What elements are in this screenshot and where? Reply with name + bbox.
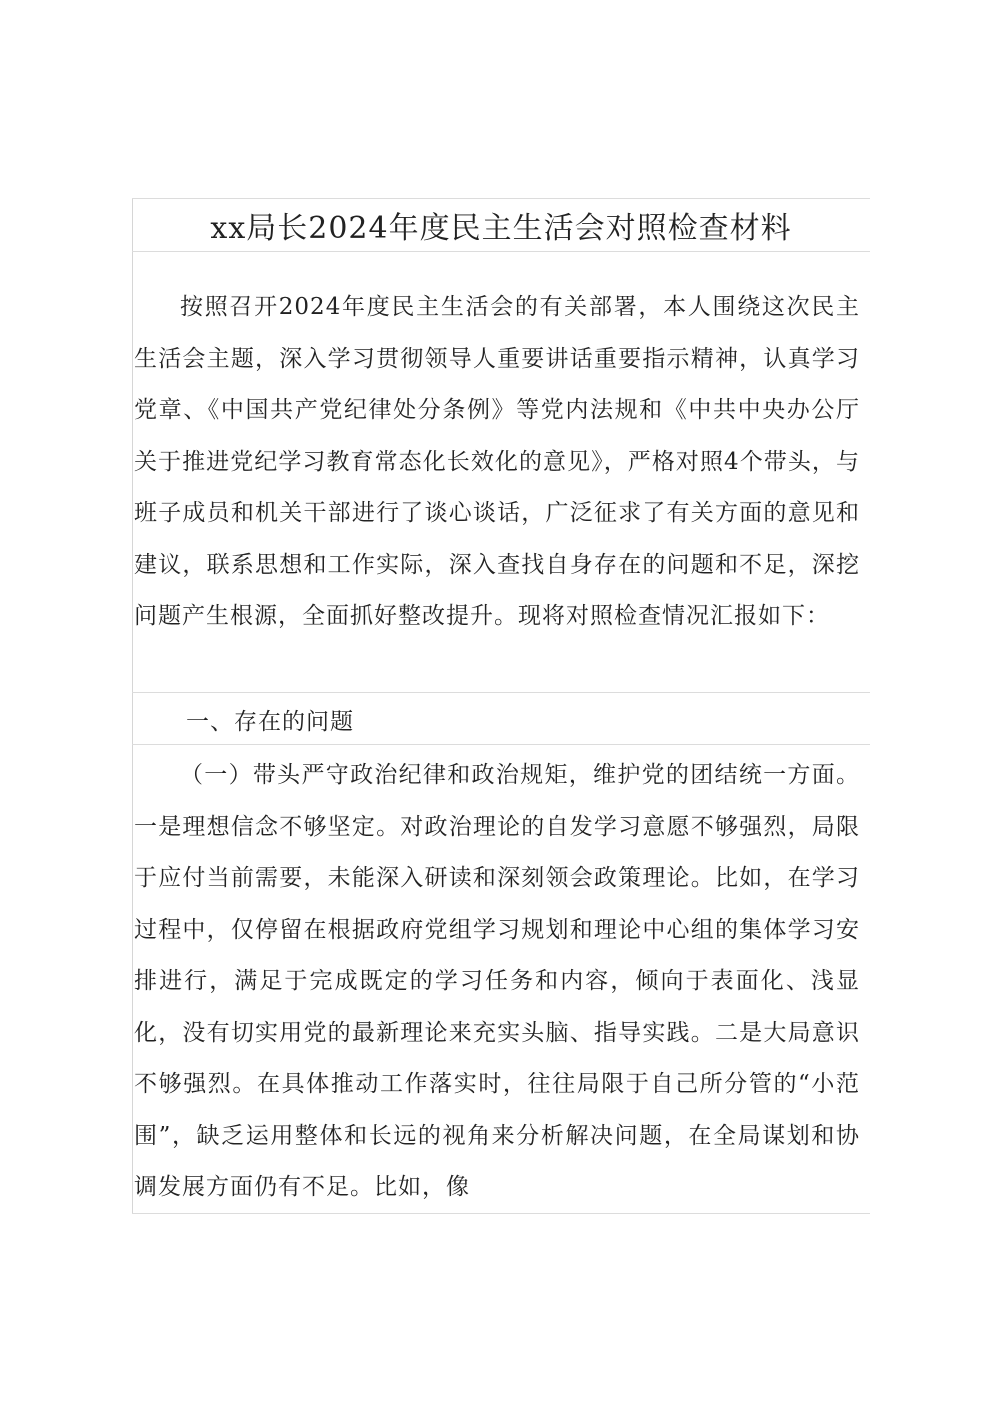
section-1-block [134, 750, 860, 1214]
title-top-rule [132, 198, 870, 199]
intro-paragraph: 按照召开2024年度民主生活会的有关部署，本人围绕这次民主生活会主题，深入学习贯彻领导人重要讲话重要指示精神，认真学习党章、《中国共产党纪律处分条例》等党内法规和《中共中央办公厅关于推进党纪学习教育常态化长效化的意见》，严格对照4个带头，与班子成员和机关干部进行了谈心谈话，广泛征求了有关方面的意见和建议，联系思想和工作实际，深入查找自身存在的问题和不足，深挖问题产生根源，全面抓好整改提升。现将对照检查情况汇报如下： [134, 294, 860, 629]
page-frame-left-border [132, 198, 133, 1214]
section-top-rule [132, 692, 870, 693]
section-heading-problems: 一、存在的问题 [186, 709, 354, 735]
document-title: xx局长2024年度民主生活会对照检查材料 [210, 211, 792, 246]
section-1-paragraph: （一）带头严守政治纪律和政治规矩，维护党的团结统一方面。一是理想信念不够坚定。对政治理论的自发学习意愿不够强烈，局限于应付当前需要，未能深入研读和深刻领会政策理论。比如，在学习过程中，仅停留在根据政府党组学习规划和理论中心组的集体学习安排进行，满足于完成既定的学习任务和内容，倾向于表面化、浅显化，没有切实用党的最新理论来充实头脑、指导实践。二是大局意识不够强烈。在具体推动工作落实时，往往局限于自己所分管的“小范围”，缺乏运用整体和长远的视角来分析解决问题，在全局谋划和协调发展方面仍有不足。比如，像 [134, 762, 860, 1200]
intro-block [134, 282, 860, 643]
